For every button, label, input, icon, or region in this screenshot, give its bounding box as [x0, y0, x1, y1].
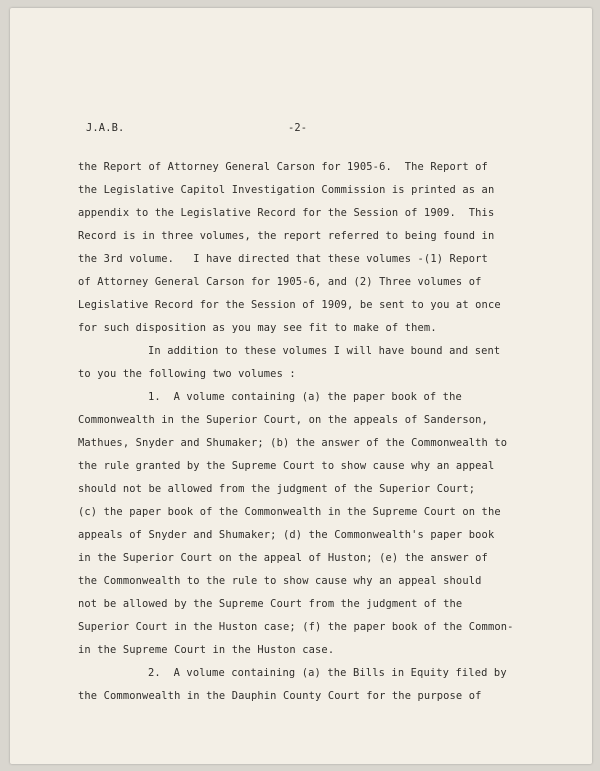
- body-line: not be allowed by the Supreme Court from the judgment of the: [78, 598, 463, 610]
- body-line: of Attorney General Carson for 1905-6, and (2) Three volumes of: [78, 276, 482, 288]
- header-initials: J.A.B.: [86, 122, 125, 134]
- body-line: Superior Court in the Huston case; (f) the paper book of the Common-: [78, 621, 514, 633]
- page-number: -2-: [288, 122, 308, 134]
- body-line: in the Superior Court on the appeal of Huston; (e) the answer of: [78, 552, 488, 564]
- body-line: 1. A volume containing (a) the paper book of the: [148, 391, 462, 403]
- body-line: In addition to these volumes I will have bound and sent: [148, 345, 501, 357]
- body-line: appendix to the Legislative Record for the Session of 1909. This: [78, 207, 495, 219]
- body-line: the Commonwealth to the rule to show cause why an appeal should: [78, 575, 482, 587]
- body-line: the rule granted by the Supreme Court to show cause why an appeal: [78, 460, 495, 472]
- body-line: for such disposition as you may see fit to make of them.: [78, 322, 437, 334]
- body-line: the Report of Attorney General Carson for 1905-6. The Report of: [78, 161, 488, 173]
- document-page: [10, 8, 592, 764]
- body-line: Record is in three volumes, the report referred to being found in: [78, 230, 495, 242]
- body-line: the 3rd volume. I have directed that these volumes -(1) Report: [78, 253, 488, 265]
- body-line: appeals of Snyder and Shumaker; (d) the Commonwealth's paper book: [78, 529, 495, 541]
- body-line: in the Supreme Court in the Huston case.: [78, 644, 335, 656]
- body-line: Mathues, Snyder and Shumaker; (b) the answer of the Commonwealth to: [78, 437, 508, 449]
- body-line: 2. A volume containing (a) the Bills in Equity filed by: [148, 667, 507, 679]
- body-line: to you the following two volumes :: [78, 368, 296, 380]
- body-line: Legislative Record for the Session of 1909, be sent to you at once: [78, 299, 501, 311]
- body-line: Commonwealth in the Superior Court, on the appeals of Sanderson,: [78, 414, 488, 426]
- body-line: (c) the paper book of the Commonwealth in the Supreme Court on the: [78, 506, 501, 518]
- body-line: the Legislative Capitol Investigation Commission is printed as an: [78, 184, 495, 196]
- body-line: the Commonwealth in the Dauphin County Court for the purpose of: [78, 690, 482, 702]
- body-line: should not be allowed from the judgment of the Superior Court;: [78, 483, 476, 495]
